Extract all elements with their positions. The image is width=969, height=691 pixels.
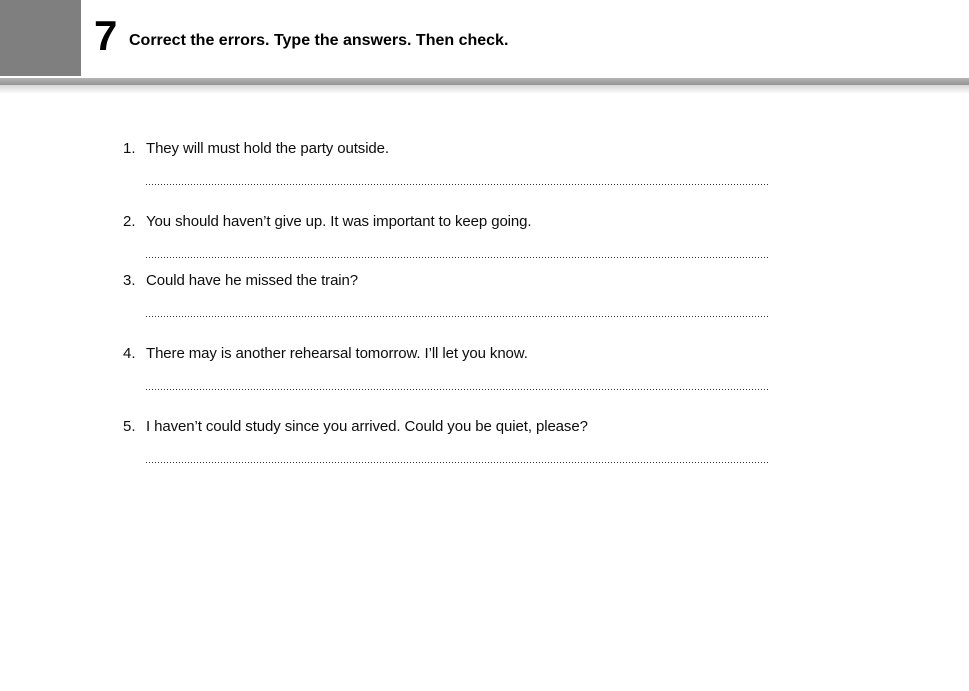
item-number: 2.	[123, 213, 136, 230]
item-number: 1.	[123, 140, 136, 157]
item-number: 4.	[123, 345, 136, 362]
item-body	[146, 139, 768, 185]
answer-input-3[interactable]	[146, 293, 768, 317]
sentence-text: I haven’t could study since you arrived. Could you be quiet, please?	[146, 418, 588, 435]
header-divider-bar	[0, 78, 969, 85]
exercise-item-4	[123, 344, 768, 390]
answer-input-4[interactable]	[146, 366, 768, 390]
item-body	[146, 344, 768, 390]
exercise-instruction: Correct the errors. Type the answers. Then check.	[129, 32, 509, 49]
exercise-item-list	[123, 139, 768, 490]
exercise-item-3	[123, 271, 768, 317]
sentence-text: Could have he missed the train?	[146, 272, 359, 289]
item-body	[146, 271, 768, 317]
item-body	[146, 417, 768, 463]
exercise-number: 7	[94, 12, 118, 59]
header-divider-shadow	[0, 85, 969, 94]
sentence-text: You should haven’t give up. It was important to keep going.	[146, 213, 532, 230]
item-body	[146, 212, 768, 258]
answer-input-5[interactable]	[146, 439, 768, 463]
exercise-item-1	[123, 139, 768, 185]
corner-square	[0, 0, 81, 76]
exercise-item-2	[123, 212, 768, 258]
sentence-text: There may is another rehearsal tomorrow. I’ll let you know.	[146, 345, 528, 362]
answer-input-1[interactable]	[146, 161, 768, 185]
sentence-text: They will must hold the party outside.	[146, 140, 389, 157]
answer-input-2[interactable]	[146, 234, 768, 258]
exercise-item-5	[123, 417, 768, 463]
item-number: 3.	[123, 272, 136, 289]
item-number: 5.	[123, 418, 136, 435]
